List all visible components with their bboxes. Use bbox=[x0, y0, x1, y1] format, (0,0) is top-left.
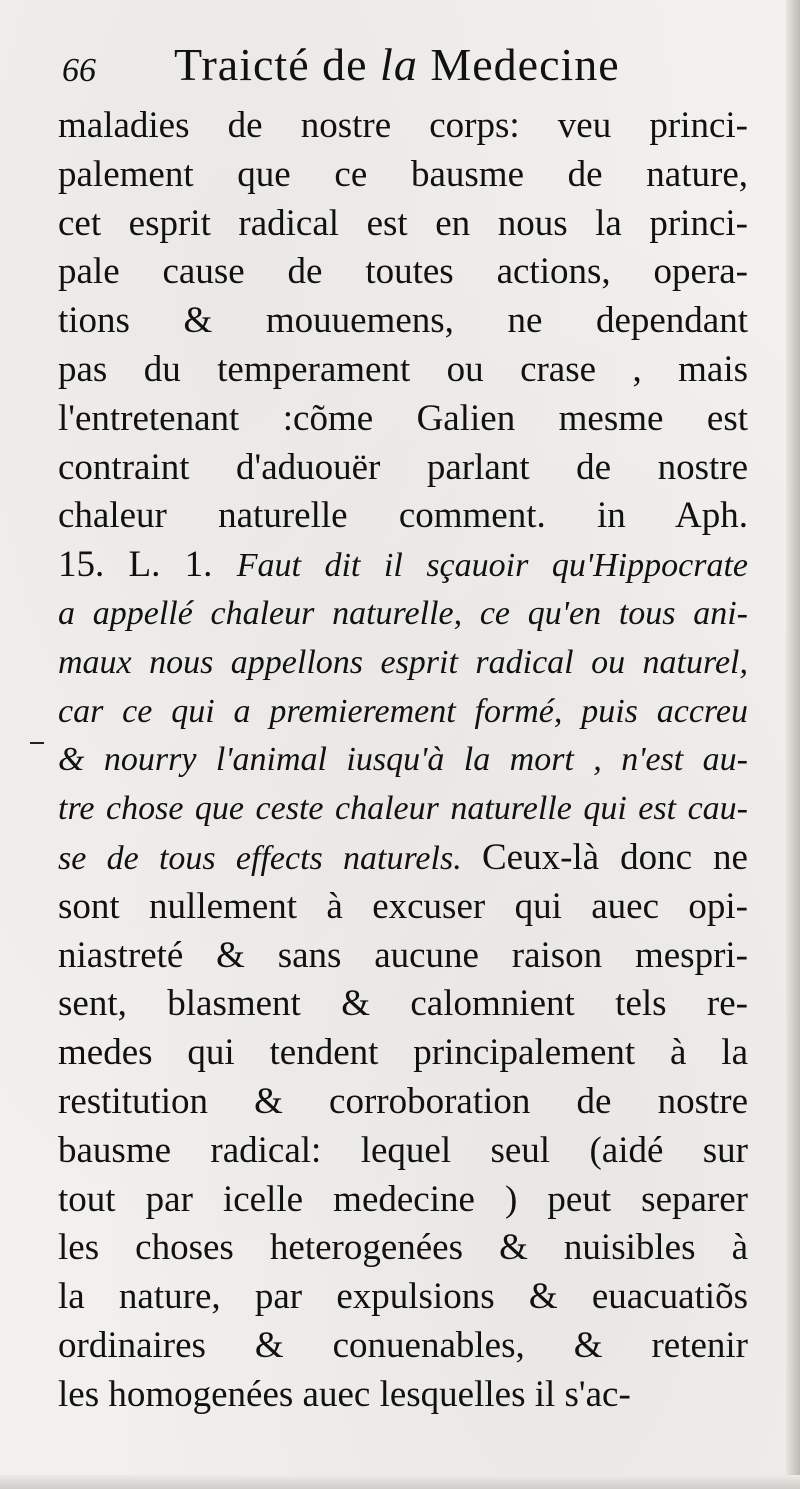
text-line-24: les choses heterogenées & nuisibles à bbox=[58, 1227, 748, 1269]
text-line-22: bausme radical: lequel seul (aidé sur bbox=[58, 1129, 748, 1171]
text-line-10-italic: Faut dit il sçauoir qu'Hippocrate bbox=[236, 547, 748, 585]
margin-dash-mark bbox=[30, 742, 44, 744]
text-line-16 bbox=[58, 834, 748, 883]
text-line-3: cet esprit radical est en nous la princi- bbox=[58, 202, 748, 244]
text-line-5: tions & mouuemens, ne dependant bbox=[58, 300, 748, 342]
text-line-6: pas du temperament ou crase , mais bbox=[58, 348, 748, 390]
running-title-word-2: de bbox=[309, 39, 381, 90]
text-line-26: ordinaires & conuenables, & retenir bbox=[58, 1324, 748, 1366]
text-line-11: a appellé chaleur naturelle, ce qu'en tous ani- bbox=[58, 594, 748, 632]
text-line-21: restitution & corroboration de nostre bbox=[58, 1080, 748, 1122]
running-title bbox=[174, 38, 620, 91]
text-line-17: sont nullement à excuser qui auec opi- bbox=[58, 885, 748, 927]
text-line-8: contraint d'aduouër parlant de nostre bbox=[58, 446, 748, 488]
text-line-10-roman: 15. L. 1. bbox=[58, 544, 237, 586]
page-edge-shadow bbox=[786, 0, 800, 1489]
text-line-2: palement que ce bausme de nature, bbox=[58, 153, 748, 195]
text-line-23: tout par icelle medecine ) peut separer bbox=[58, 1178, 748, 1220]
text-line-9: chaleur naturelle comment. in Aph. bbox=[58, 495, 748, 537]
text-line-18: niastreté & sans aucune raison mespri- bbox=[58, 934, 748, 976]
text-line-12: maux nous appellons esprit radical ou naturel, bbox=[58, 643, 748, 681]
page-header bbox=[62, 38, 762, 100]
text-line-13: car ce qui a premierement formé, puis accreu bbox=[58, 692, 748, 730]
page-number: 66 bbox=[62, 52, 96, 89]
text-line-14: & nourry l'animal iusqu'à la mort , n'est au- bbox=[58, 741, 748, 779]
text-line-1: maladies de nostre corps: veu princi- bbox=[58, 105, 748, 146]
running-title-word-3: la bbox=[380, 39, 418, 90]
page-bottom-edge bbox=[0, 1475, 800, 1489]
text-line-4: pale cause de toutes actions, opera- bbox=[58, 251, 748, 293]
body-text bbox=[58, 102, 748, 1420]
running-title-word-4: Medecine bbox=[417, 39, 620, 90]
text-line-16-italic: se de tous effects naturels. bbox=[58, 839, 482, 877]
text-line-10 bbox=[58, 541, 748, 590]
text-line-20: medes qui tendent principalement à la bbox=[58, 1032, 748, 1074]
text-line-27: les homogenées auec lesquelles il s'ac- bbox=[58, 1373, 631, 1415]
text-line-19: sent, blasment & calomnient tels re- bbox=[58, 983, 748, 1025]
text-line-16-roman: Ceux-là donc ne bbox=[481, 836, 748, 878]
text-line-25: la nature, par expulsions & euacuatiõs bbox=[58, 1276, 748, 1318]
text-line-15: tre chose que ceste chaleur naturelle qui est cau- bbox=[58, 790, 748, 828]
text-line-7: l'entretenant :cõme Galien mesme est bbox=[58, 397, 748, 439]
running-title-word-1: Traicté bbox=[174, 39, 310, 90]
